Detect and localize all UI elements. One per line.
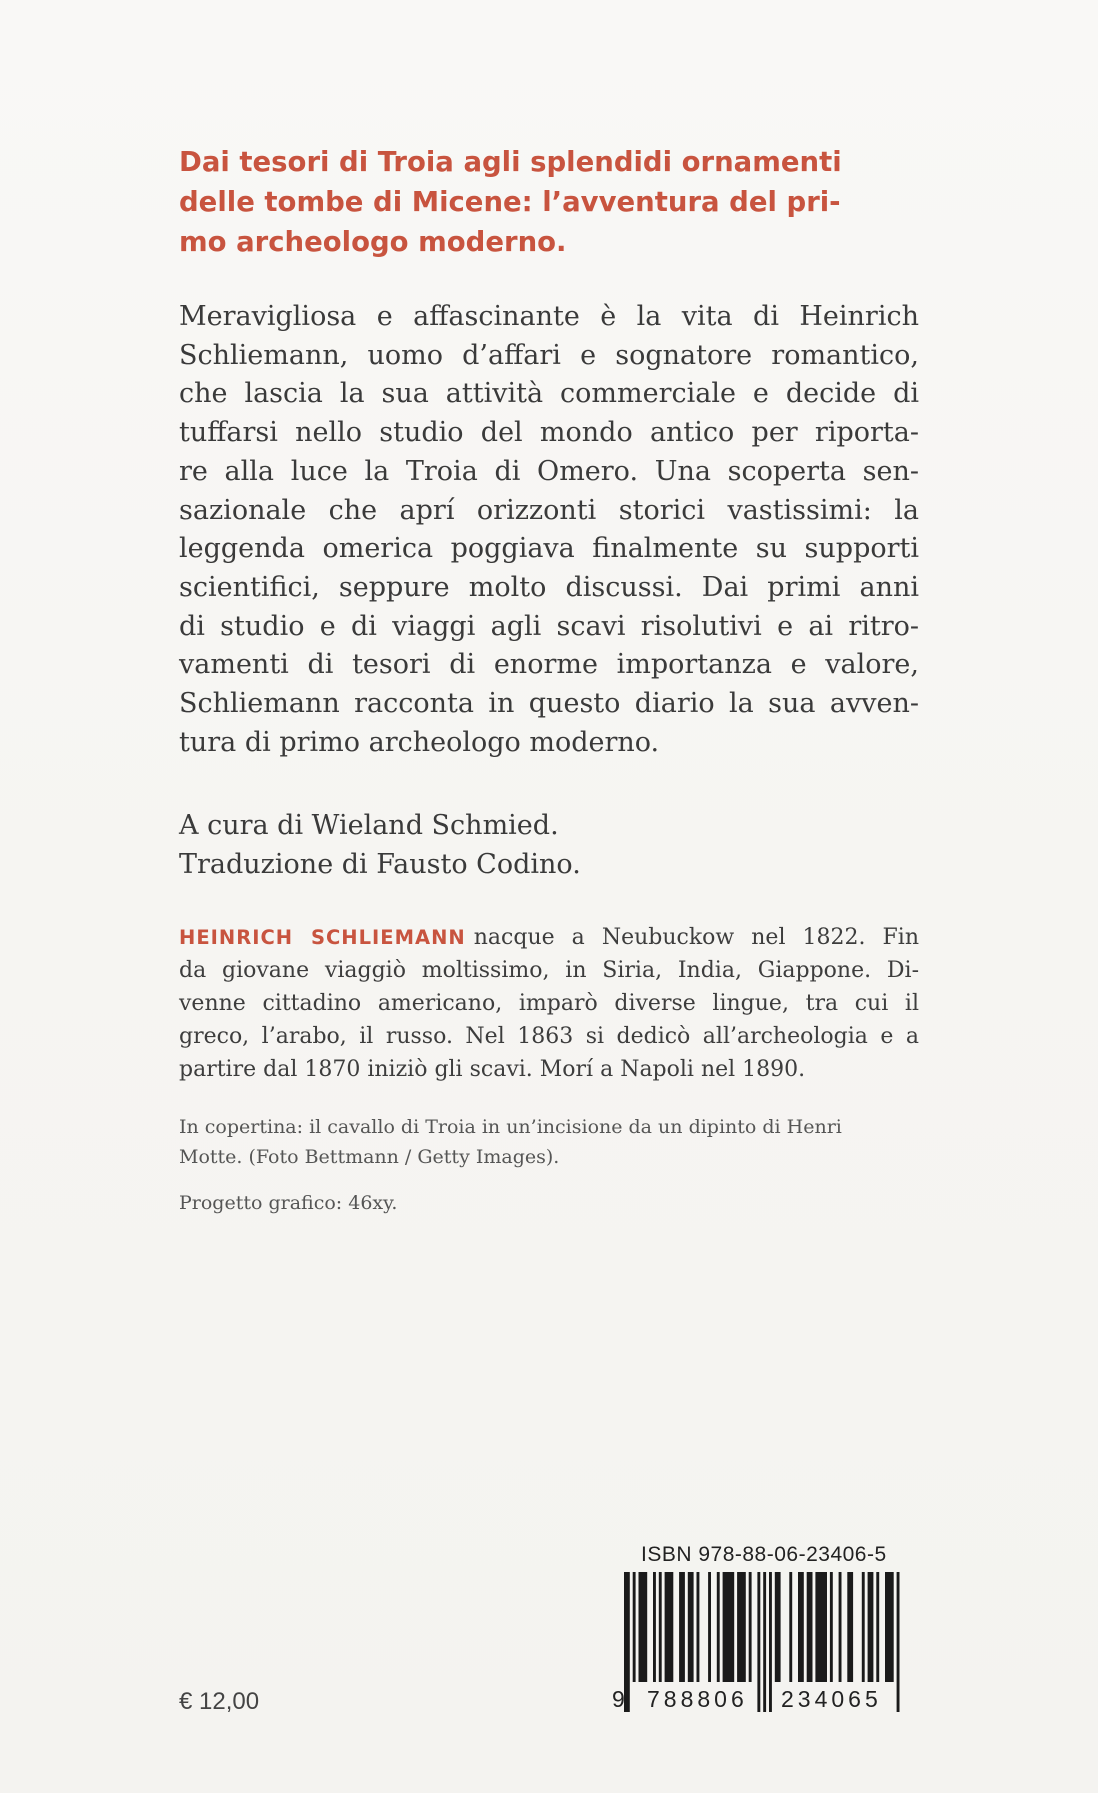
barcode-bar [697,1572,700,1682]
translator-credit: Traduzione di Fausto Codino. [179,849,581,880]
bio-line [179,921,919,954]
description-line: Meravigliosa e affascinante è la vita di Heinrich [179,301,919,332]
barcode-bar [769,1572,772,1712]
description-line: tura di primo archeologo moderno. [179,726,660,758]
barcode-bar [688,1572,694,1682]
cover-credit [179,1112,919,1172]
description-line: Schliemann racconta in questo diario la sua avven- [179,688,919,720]
description-line: vamenti di tesori di enorme importanza e valore, [179,649,919,681]
bio-text: nacque a Neubuckow nel 1822. Fin [473,925,920,950]
description-line: Schliemann, uomo d’affari e sognatore romantico, [179,339,919,371]
barcode-bar [757,1572,760,1712]
barcode-bar [749,1572,752,1682]
barcode-bar [807,1572,813,1682]
barcode-bar [815,1572,827,1682]
barcode-bar [897,1572,900,1712]
barcode-bar [723,1572,735,1682]
barcode-bar [876,1572,879,1682]
bio-line: da giovane viaggiò moltissimo, in Siria, India, Giappone. Di- [179,958,919,983]
barcode-bar [659,1572,662,1682]
lead-paragraph [179,142,919,262]
credits [179,806,919,884]
lead-line: Dai tesori di Troia agli splendidi ornamenti [179,146,842,178]
description-line: che lascia la sua attività commerciale e decide di [179,378,919,410]
barcode-bar [775,1572,781,1682]
barcode-bar [789,1572,792,1682]
design-credit: Progetto grafico: 46xy. [179,1192,398,1214]
price-label: € 12,00 [179,1688,260,1715]
lead-line: mo archeologo moderno. [179,226,567,258]
bio-line: venne cittadino americano, imparò diverse lingue, tra cui il [179,991,919,1016]
description-line: tuffarsi nello studio del mondo antico per riporta- [179,417,919,449]
barcode-digits-right: 234065 [781,1686,882,1712]
description-paragraph [179,298,919,762]
barcode-bar [847,1572,853,1682]
author-name: HEINRICH SCHLIEMANN [179,926,466,949]
barcode-bar [763,1572,766,1712]
isbn-label: ISBN 978-88-06-23406-5 [641,1543,887,1566]
barcode-bar [830,1572,833,1682]
barcode-bar [868,1572,874,1682]
barcode-bar [653,1572,656,1682]
description-line: di studio e di viaggi agli scavi risolutivi e ai ritro- [179,610,919,642]
cover-credit-line: In copertina: il cavallo di Troia in un’incisione da un dipinto di Henri [179,1116,842,1138]
barcode-bar [665,1572,674,1682]
editor-credit: A cura di Wieland Schmied. [179,810,559,841]
author-bio [179,921,919,1086]
description-line: re alla luce la Troia di Omero. Una scoperta sen- [179,455,919,487]
description-line: scientifici, seppure molto discussi. Dai primi anni [179,571,919,603]
barcode-bar [862,1572,865,1682]
barcode-bar [885,1572,894,1682]
barcode-digit-first: 9 [612,1686,629,1712]
barcode-bar [839,1572,842,1682]
barcode-bar [639,1572,648,1682]
lead-line: delle tombe di Micene: l’avventura del pri- [179,186,841,218]
barcode-bar [717,1572,720,1682]
barcode-bar [798,1572,804,1682]
bio-line: greco, l’arabo, il russo. Nel 1863 si dedicò all’archeologia e a [179,1024,919,1049]
barcode-bar [737,1572,746,1682]
description-line: sazionale che aprí orizzonti storici vastissimi: la [179,494,919,526]
cover-credit-line: Motte. (Foto Bettmann / Getty Images). [179,1146,560,1168]
bio-line: partire dal 1870 iniziò gli scavi. Morí a Napoli nel 1890. [179,1057,806,1082]
barcode-bar [679,1572,685,1682]
barcode-bar [633,1572,636,1682]
description-line: leggenda omerica poggiava finalmente su supporti [179,533,919,565]
barcode-bar [708,1572,711,1682]
barcode-digits-left: 788806 [647,1686,748,1712]
